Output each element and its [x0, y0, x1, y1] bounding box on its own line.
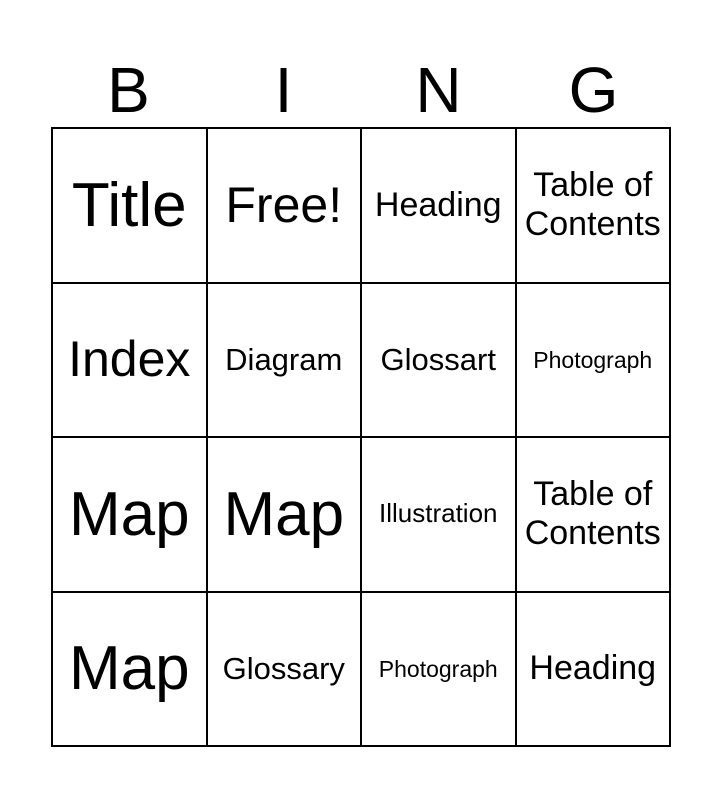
cell-label: Illustration: [379, 498, 498, 529]
bingo-cell[interactable]: [53, 593, 208, 748]
cell-label: Heading: [529, 649, 657, 688]
cell-label: Glossart: [380, 341, 496, 377]
cell-label: Index: [68, 331, 191, 387]
bingo-header: [51, 52, 671, 128]
bingo-cell[interactable]: [208, 284, 363, 439]
bingo-cell[interactable]: [208, 593, 363, 748]
bingo-cell[interactable]: [53, 284, 208, 439]
bingo-board: [51, 127, 671, 747]
bingo-cell[interactable]: [517, 593, 672, 748]
header-letter-i: I: [274, 54, 293, 126]
bingo-cell[interactable]: [517, 284, 672, 439]
bingo-cell[interactable]: [53, 438, 208, 593]
bingo-cell[interactable]: [362, 129, 517, 284]
bingo-cell[interactable]: [362, 284, 517, 439]
cell-label: Photograph: [378, 655, 498, 682]
cell-label: Photograph: [533, 346, 653, 373]
bingo-cell[interactable]: [208, 438, 363, 593]
cell-label: Table of Contents: [524, 475, 661, 553]
cell-label: Diagram: [225, 341, 343, 377]
cell-label: Map: [223, 479, 345, 549]
cell-label: Title: [71, 170, 187, 240]
cell-label: Table of Contents: [524, 166, 661, 244]
bingo-cell[interactable]: [362, 593, 517, 748]
cell-label: Map: [68, 634, 190, 704]
bingo-cell[interactable]: [517, 438, 672, 593]
bingo-free-cell[interactable]: [208, 129, 363, 284]
bingo-cell[interactable]: [53, 129, 208, 284]
cell-label: Heading: [374, 185, 502, 224]
header-letter-g: G: [568, 54, 619, 126]
cell-label: Free!: [225, 176, 343, 233]
cell-label: Glossary: [222, 650, 345, 686]
header-letter-n: N: [415, 54, 462, 126]
cell-label: Map: [68, 479, 190, 549]
header-letter-b: B: [107, 54, 150, 126]
bingo-cell[interactable]: [517, 129, 672, 284]
bingo-cell[interactable]: [362, 438, 517, 593]
